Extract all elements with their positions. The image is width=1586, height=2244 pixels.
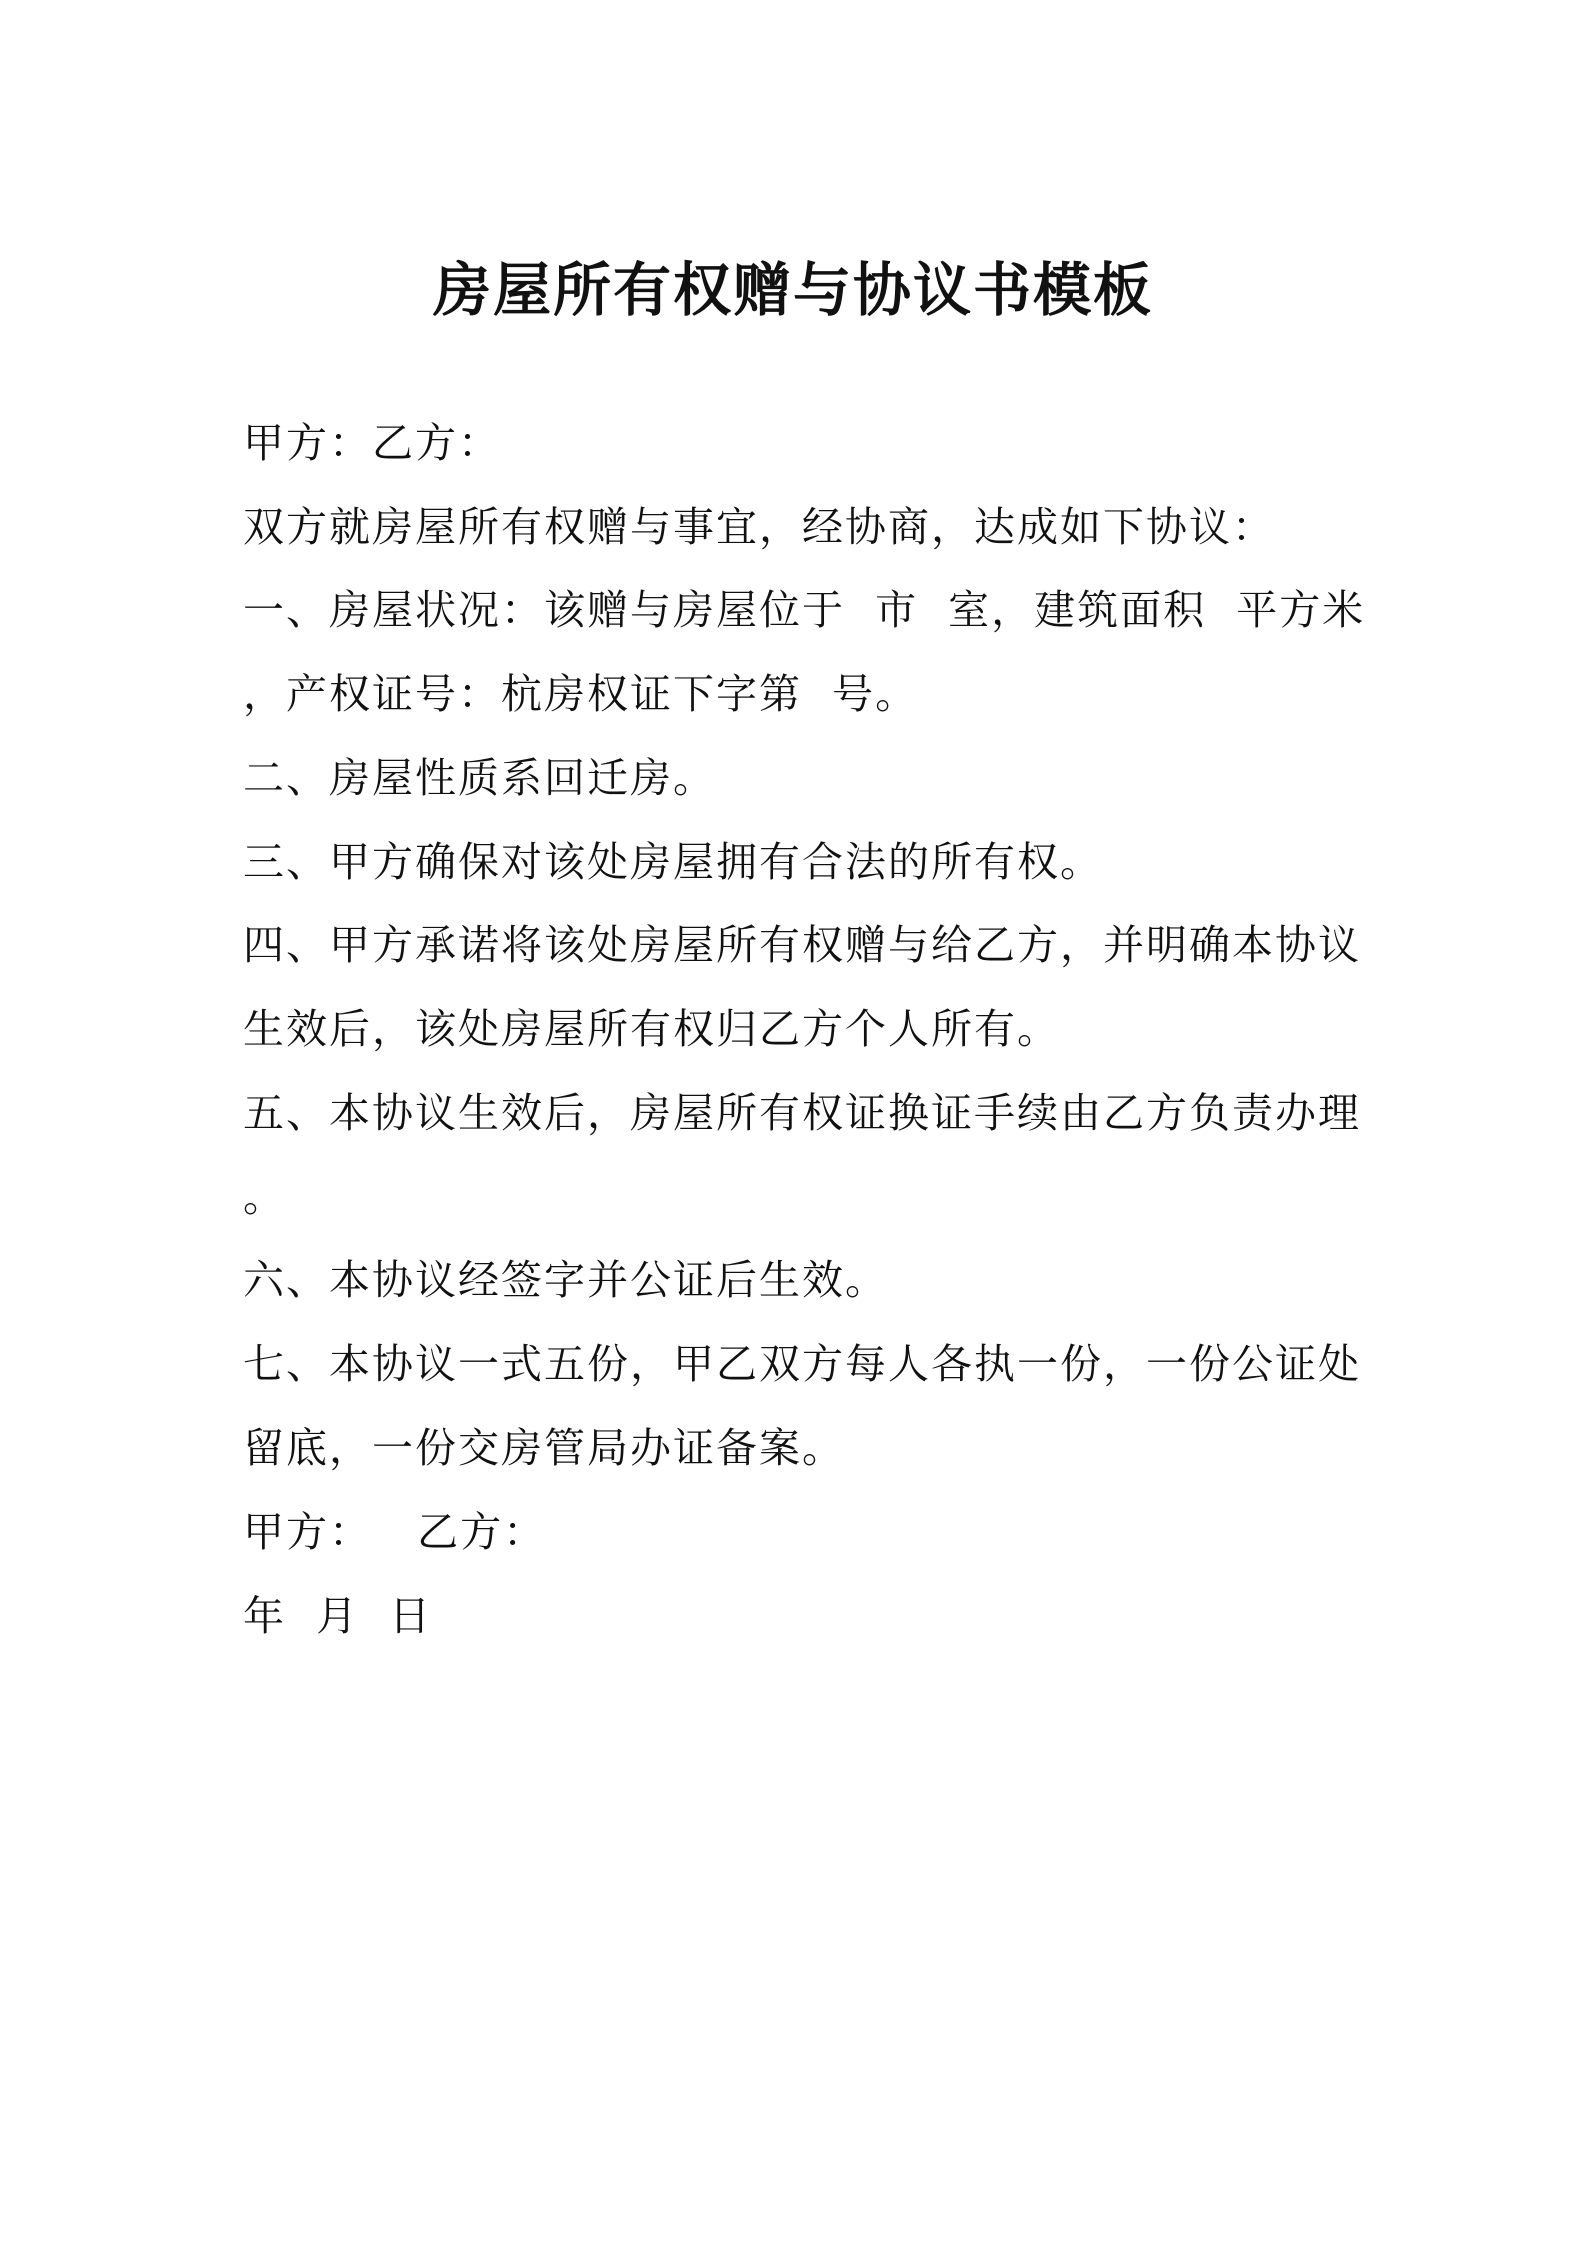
- party-line: 甲方：乙方：: [243, 419, 501, 467]
- clause-4-line-2: 生效后，该处房屋所有权归乙方个人所有。: [243, 1005, 1060, 1053]
- clause-5-line-1: 五、本协议生效后，房屋所有权证换证手续由乙方负责办理: [243, 1089, 1361, 1137]
- clause-7-line-1: 七、本协议一式五份，甲乙双方每人各执一份，一份公证处: [243, 1340, 1361, 1388]
- clause-4-line-1: 四、甲方承诺将该处房屋所有权赠与给乙方，并明确本协议: [243, 921, 1361, 969]
- clause-7-line-2: 留底，一份交房管局办证备案。: [243, 1424, 845, 1472]
- intro-line: 双方就房屋所有权赠与事宜，经协商，达成如下协议：: [243, 503, 1275, 551]
- document-title: 房屋所有权赠与协议书模板: [432, 256, 1153, 324]
- clause-1-line-1: 一、房屋状况：该赠与房屋位于 市 室，建筑面积 平方米: [243, 586, 1366, 634]
- clause-1-line-2: ，产权证号：杭房权证下字第 号。: [243, 670, 919, 718]
- clause-3-line: 三、甲方确保对该处房屋拥有合法的所有权。: [243, 838, 1103, 886]
- date-line: 年 月 日: [243, 1592, 433, 1640]
- signature-line: 甲方： 乙方：: [243, 1508, 547, 1556]
- clause-5-line-2: 。: [243, 1173, 286, 1221]
- clause-2-line: 二、房屋性质系回迁房。: [243, 754, 716, 802]
- clause-6-line: 六、本协议经签字并公证后生效。: [243, 1256, 888, 1304]
